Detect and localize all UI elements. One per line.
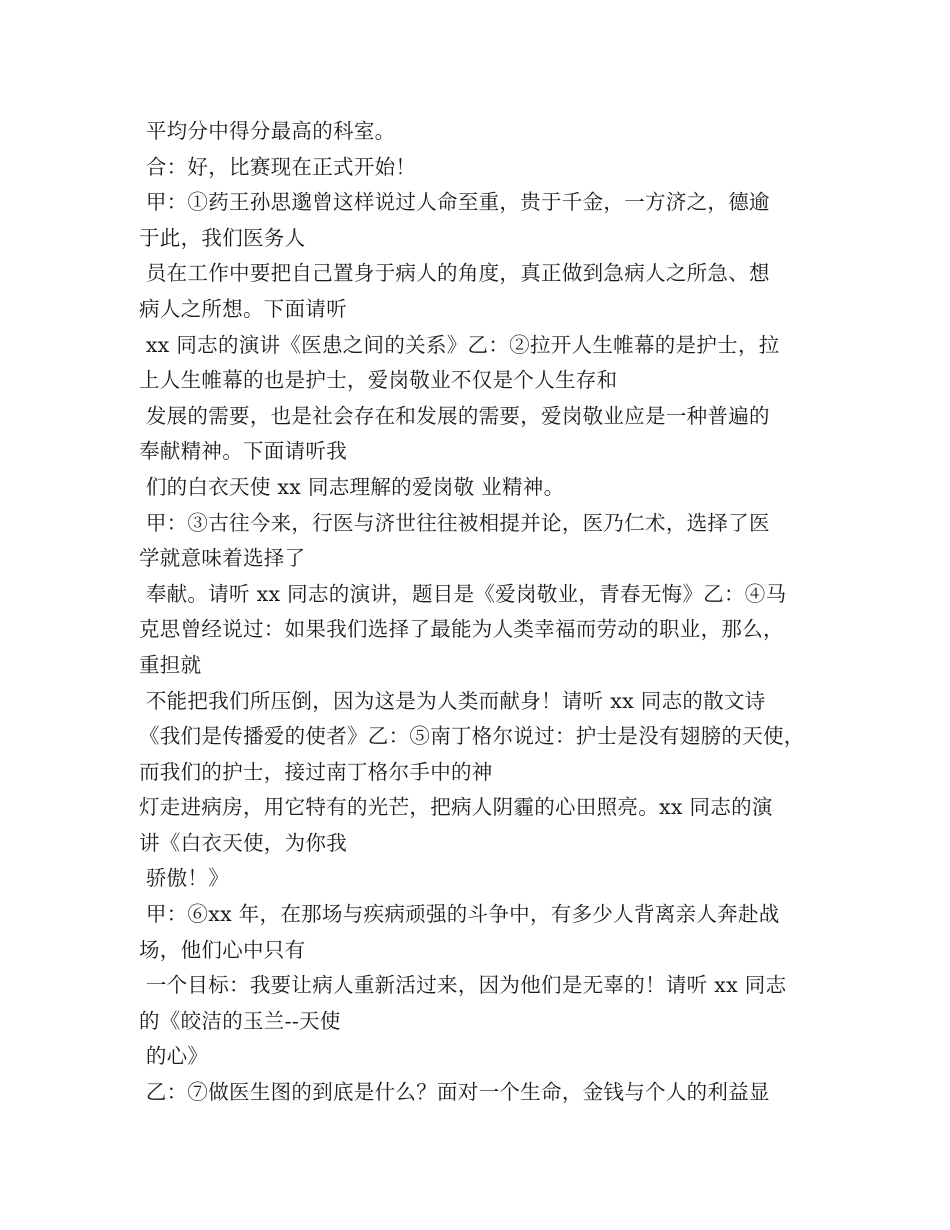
text-line: 奉献精神。下面请听我 [139, 439, 347, 464]
text-line: xx 同志的演讲《医患之间的关系》乙：②拉开人生帷幕的是护士，拉 [139, 332, 780, 357]
text-line: 场，他们心中只有 [139, 937, 306, 962]
text-line: 员在工作中要把自己置身于病人的角度，真正做到急病人之所急、想 [139, 261, 770, 286]
text-line: 上人生帷幕的也是护士，爱岗敬业不仅是个人生存和 [139, 368, 618, 393]
text-line: 灯走进病房，用它特有的光芒，把病人阴霾的心田照亮。xx 同志的演 [139, 795, 773, 820]
text-line: 的《皎洁的玉兰--天使 [139, 1008, 341, 1033]
text-line: 的心》 [139, 1044, 209, 1069]
text-line: 们的白衣天使 xx 同志理解的爱岗敬 业精神。 [139, 474, 565, 499]
text-line: 乙：⑦做医生图的到底是什么？面对一个生命，金钱与个人的利益显 [139, 1080, 770, 1105]
text-line: 学就意味着选择了 [139, 546, 306, 571]
text-line: 甲：①药王孙思邈曾这样说过人命至重，贵于千金，一方济之，德逾 [139, 190, 770, 215]
text-line: 病人之所想。下面请听 [139, 296, 347, 321]
text-line: 重担就 [139, 652, 202, 677]
text-line: 平均分中得分最高的科室。 [139, 119, 396, 143]
text-line: 而我们的护士，接过南丁格尔手中的神 [139, 759, 493, 784]
text-line: 发展的需要，也是社会存在和发展的需要，爱岗敬业应是一种普遍的 [139, 403, 770, 428]
text-line: 奉献。请听 xx 同志的演讲，题目是《爱岗敬业，青春无悔》乙：④马 [139, 581, 787, 606]
text-line: 甲：⑥xx 年，在那场与疾病顽强的斗争中，有多少人背离亲人奔赴战 [139, 902, 780, 927]
text-line: 不能把我们所压倒，因为这是为人类而献身！请听 xx 同志的散文诗 [139, 688, 766, 713]
text-line: 一个目标：我要让病人重新活过来，因为他们是无辜的！请听 xx 同志 [139, 973, 787, 998]
text-line: 骄傲！》 [139, 866, 230, 891]
text-line: 甲：③古往今来，行医与济世往往被相提并论，医乃仁术，选择了医 [139, 510, 770, 535]
text-line: 合：好，比赛现在正式开始！ [139, 154, 417, 179]
text-line: 讲《白衣天使，为你我 [139, 830, 347, 855]
text-line: 克思曾经说过：如果我们选择了最能为人类幸福而劳动的职业，那么， [139, 617, 784, 642]
document-body [139, 114, 819, 1111]
text-line: 《我们是传播爱的使者》乙：⑤南丁格尔说过：护士是没有翅膀的天使， [139, 724, 805, 749]
text-line: 于此，我们医务人 [139, 225, 306, 250]
